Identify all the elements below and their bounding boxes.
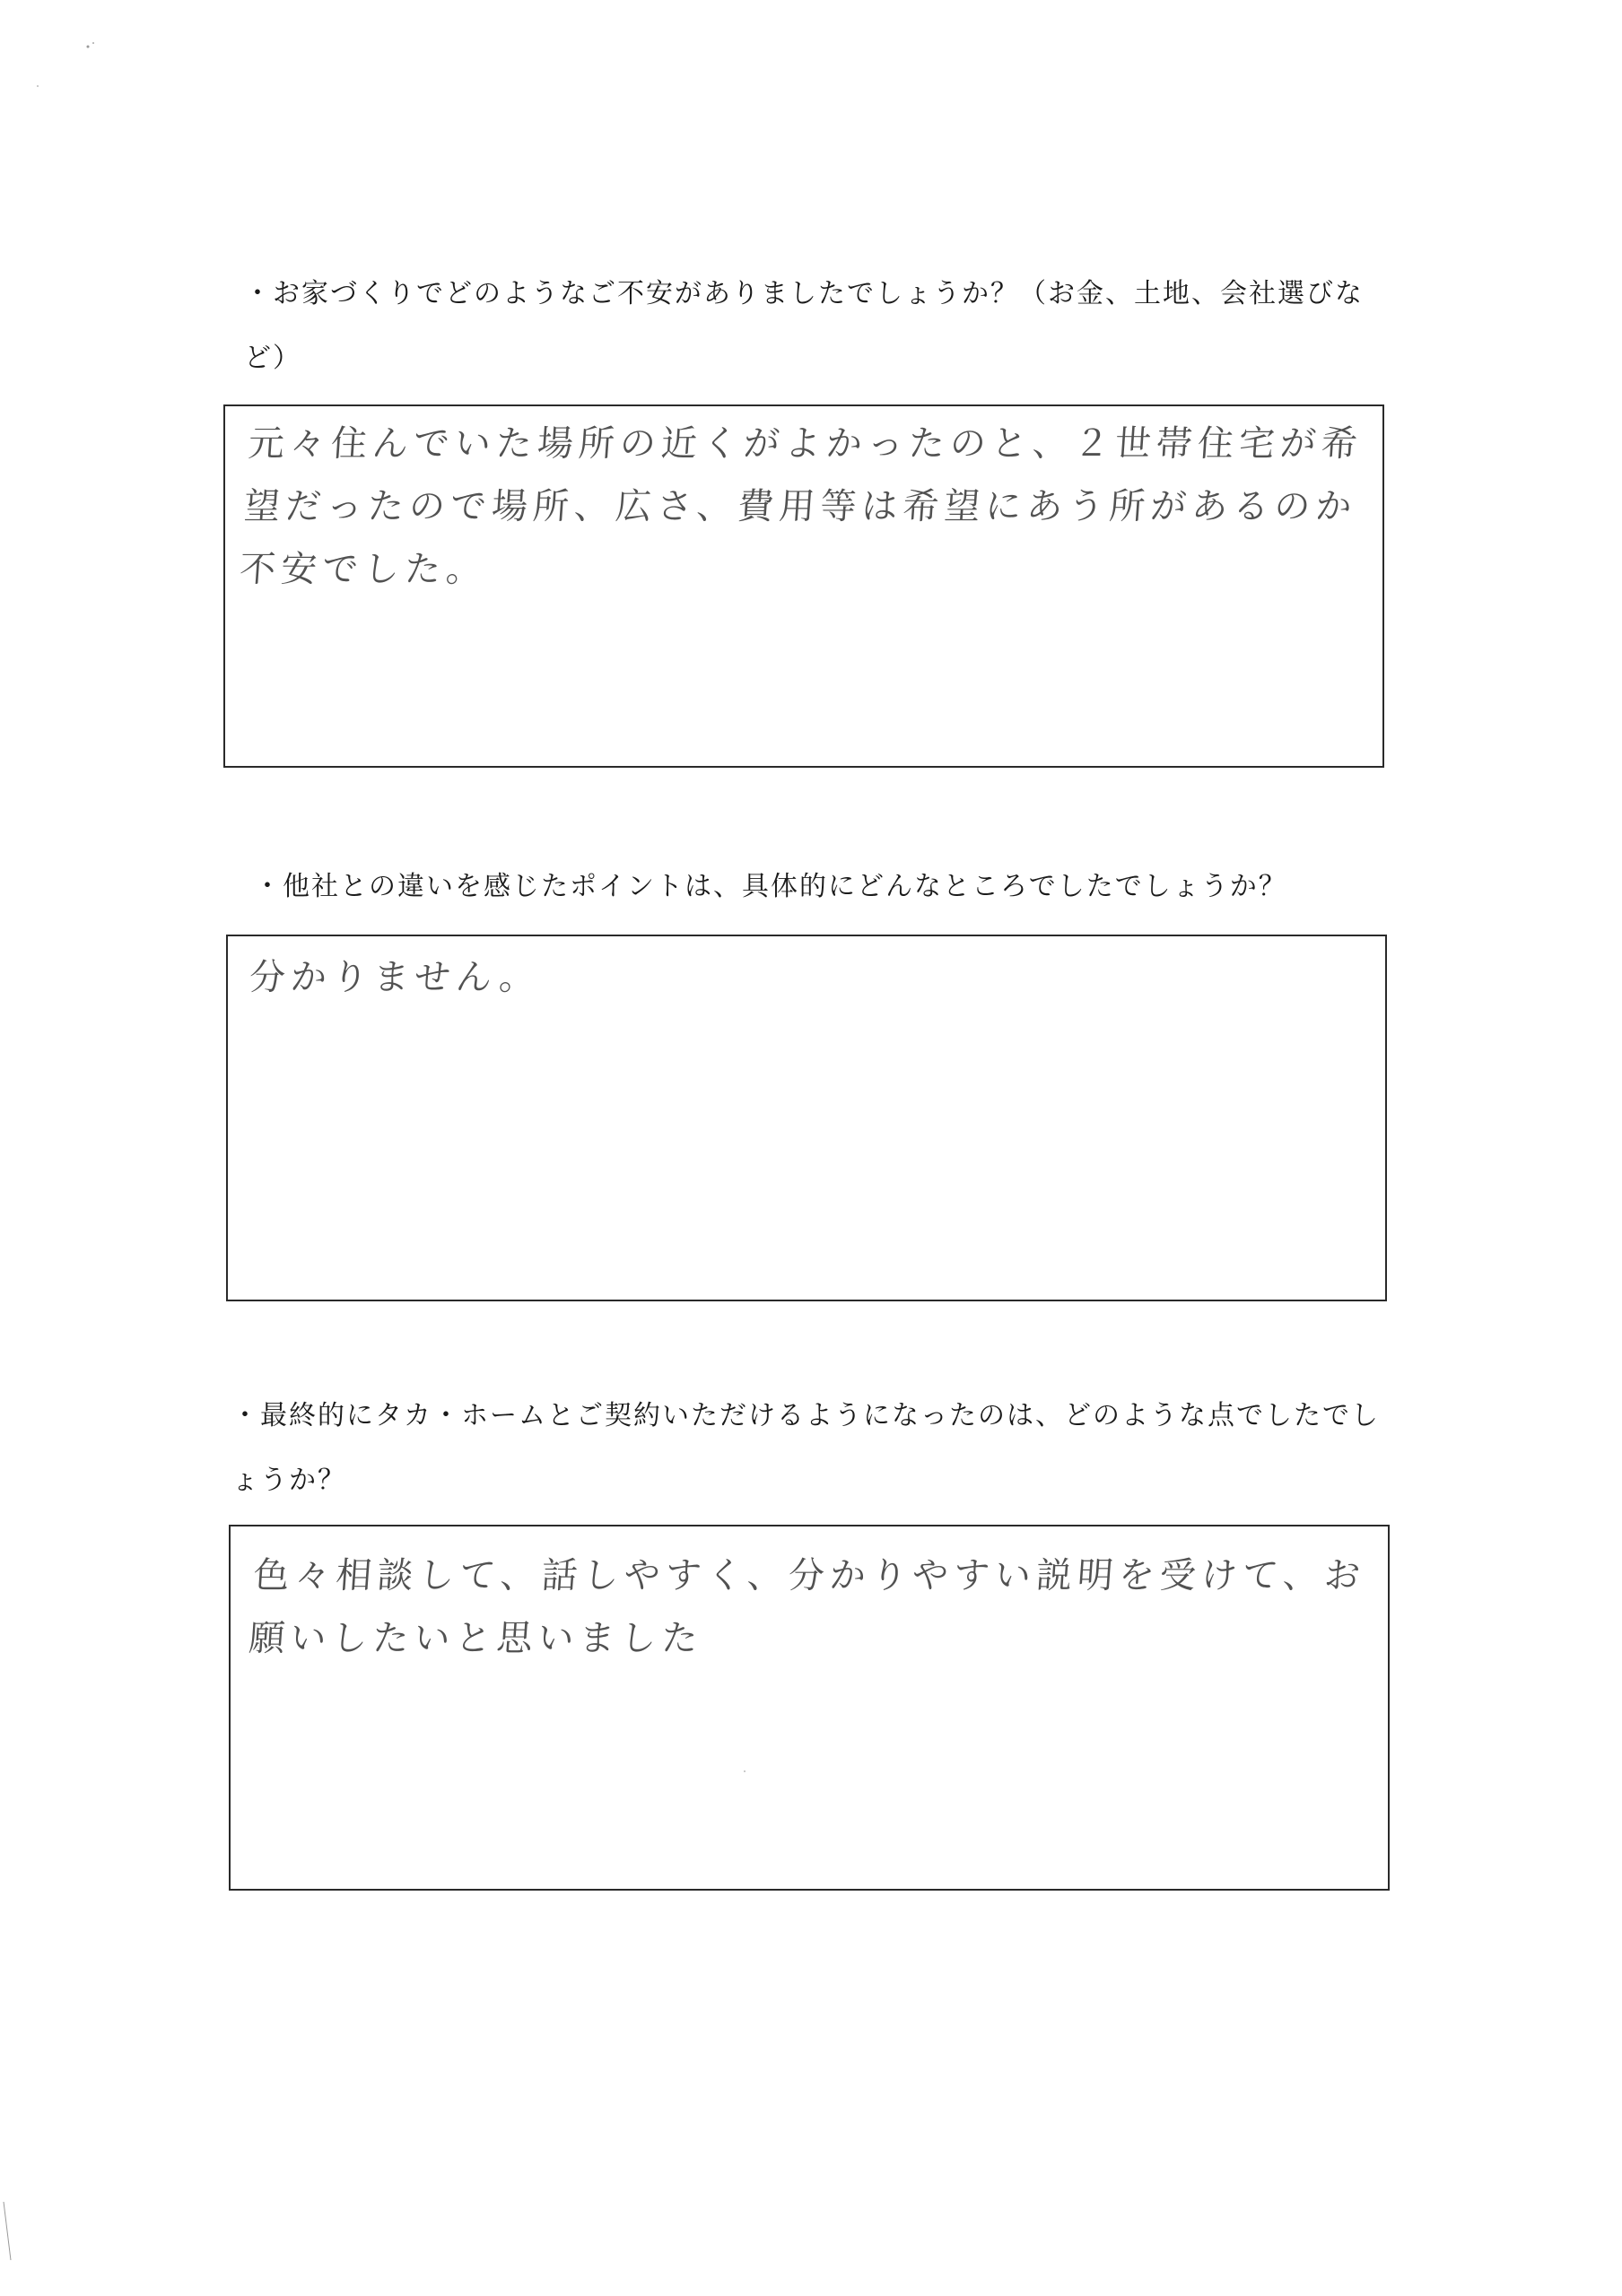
question-1-text: ・お家づくりでどのようなご不安がありましたでしょうか？（お金、土地、会社選びなど） bbox=[244, 278, 1364, 374]
question-3-text: ・最終的にタカ・ホームとご契約いただけるようになったのは、どのような点でしたでしょうか？ bbox=[231, 1400, 1380, 1496]
question-2-text: ・他社との違いを感じたポイントは、具体的にどんなところでしたでしょうか？ bbox=[254, 871, 1287, 902]
answer-1-handwriting: 元々住んでいた場所の近くがよかったのと、２世帯住宅が希望だったので場所、広さ、費用等は希望にあう所があるのか不安でした。 bbox=[238, 423, 1365, 590]
answer-2-handwriting: 分かりません。 bbox=[248, 957, 543, 998]
answer-3-handwriting: 色々相談して、話しやすく、分かりやすい説明を受けて、お願いしたいと思いました bbox=[247, 1555, 1367, 1659]
